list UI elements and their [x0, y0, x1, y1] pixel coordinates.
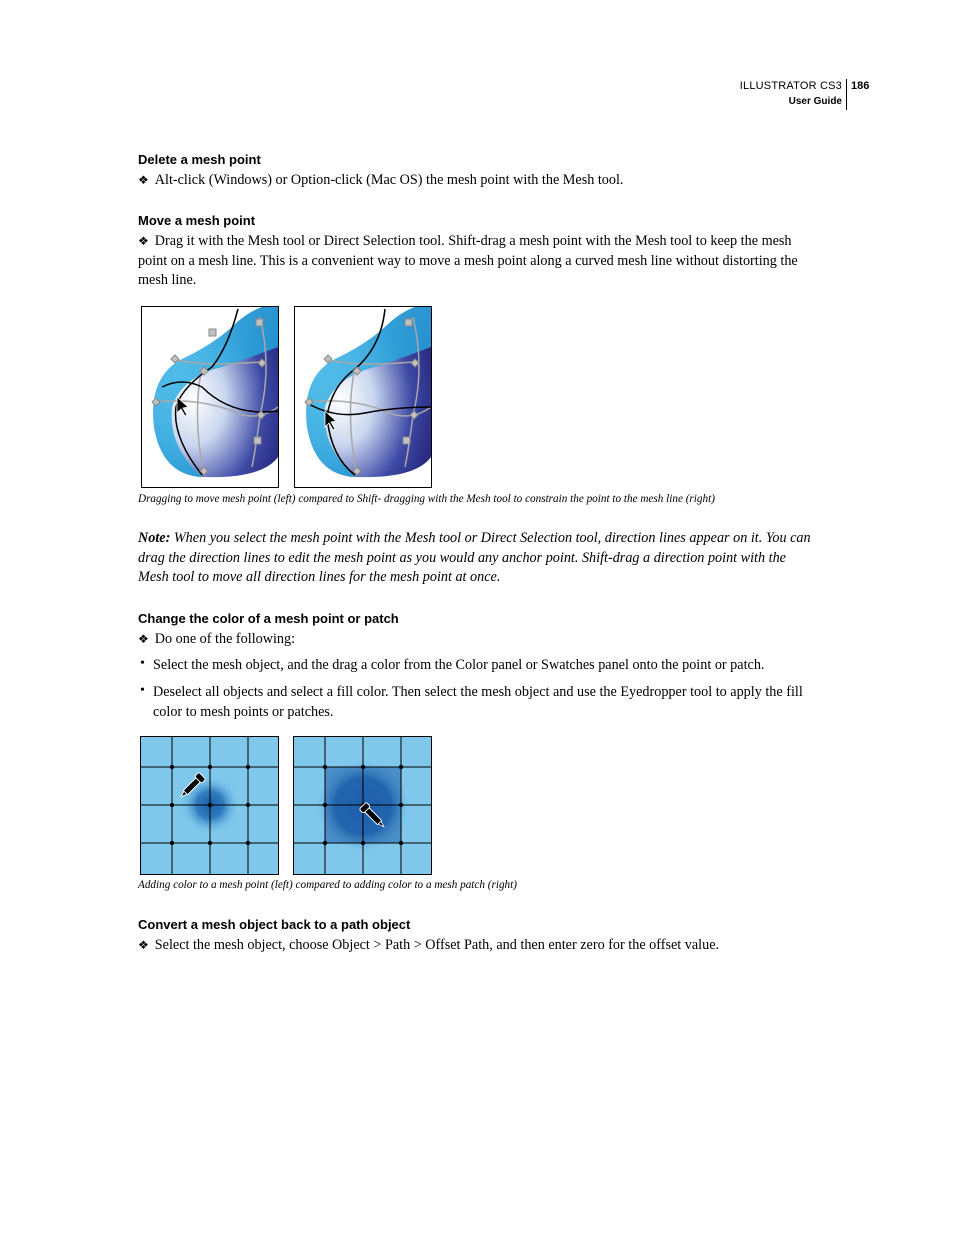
round-bullet-icon: • [140, 683, 145, 698]
diamond-bullet-icon: ❖ [138, 173, 149, 187]
figure-caption-drag: Dragging to move mesh point (left) compared to Shift- dragging with the Mesh tool to constrain the point to the mesh line (right) [138, 493, 715, 505]
figure-caption-color: Adding color to a mesh point (left) compared to adding color to a mesh patch (right) [138, 879, 517, 891]
step-convert-text: Select the mesh object, choose Object > Path > Offset Path, and then enter zero for the offset value. [154, 937, 720, 953]
mesh-color-figure-left [140, 736, 279, 875]
mesh-color-figure-right [293, 736, 432, 875]
step-convert [138, 936, 818, 956]
note-label: Note: [138, 530, 171, 546]
diamond-bullet-icon: ❖ [138, 234, 149, 248]
mesh-drag-figure-left [141, 306, 279, 488]
round-bullet-icon: • [140, 656, 145, 671]
bullet-item-2: Deselect all objects and select a fill color. Then select the mesh object and use the Eyedropper tool to apply the fill color to mesh points or patches. [153, 684, 803, 720]
mesh-drag-figure-right [294, 306, 432, 488]
step-delete [138, 171, 818, 191]
note-text: When you select the mesh point with the Mesh tool or Direct Selection tool, direction lines appear on it. You can drag the direction lines to edit the mesh point as you would any anchor point. Shift-drag a direction point with the Mesh tool to move all direction lines for the mesh point at once. [138, 530, 811, 585]
header-divider [846, 79, 847, 110]
step-move-text: Drag it with the Mesh tool or Direct Selection tool. Shift-drag a mesh point with the Mesh tool to keep the mesh point on a mesh line. This is a convenient way to move a mesh point along a curved mesh line without distorting the mesh line. [138, 233, 798, 288]
step-delete-text: Alt-click (Windows) or Option-click (Mac OS) the mesh point with the Mesh tool. [154, 172, 624, 188]
header-product: ILLUSTRATOR CS3 [739, 80, 842, 92]
heading-change-color: Change the color of a mesh point or patch [138, 611, 399, 626]
diamond-bullet-icon: ❖ [138, 632, 149, 646]
page-number: 186 [851, 80, 870, 92]
heading-move-mesh-point: Move a mesh point [138, 213, 256, 228]
step-change-color-text: Do one of the following: [154, 631, 296, 647]
heading-delete-mesh-point: Delete a mesh point [138, 152, 261, 167]
header-guide: User Guide [788, 96, 842, 107]
note-paragraph [138, 529, 818, 588]
bullet-item-1: Select the mesh object, and the drag a color from the Color panel or Swatches panel onto the point or patch. [153, 657, 765, 673]
step-move [138, 232, 818, 291]
diamond-bullet-icon: ❖ [138, 938, 149, 952]
step-change-color [138, 630, 818, 650]
heading-convert-mesh: Convert a mesh object back to a path object [138, 917, 411, 932]
